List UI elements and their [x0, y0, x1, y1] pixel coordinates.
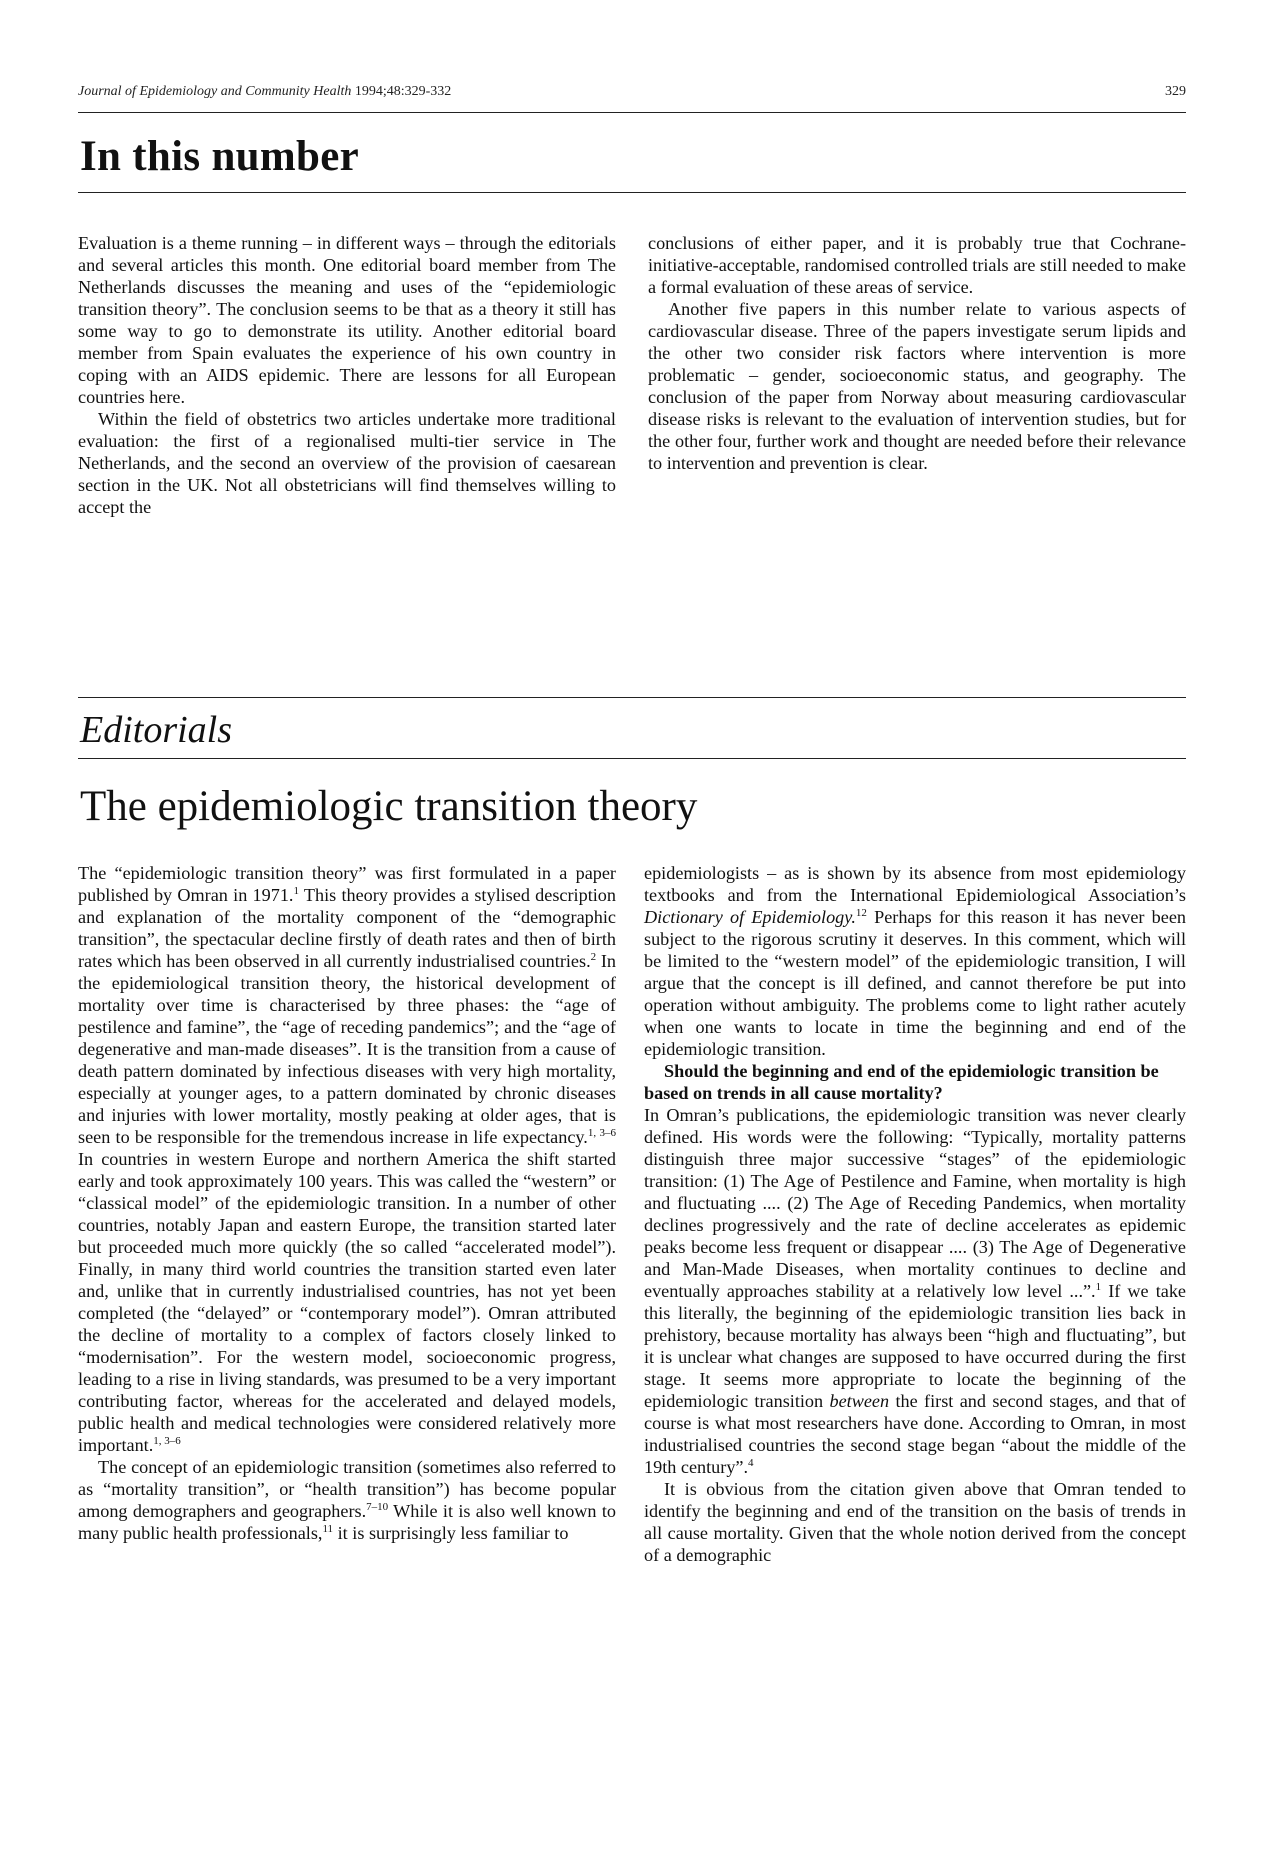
reference-superscript: 1, 3–6 [587, 1126, 617, 1139]
article-column-left [78, 862, 616, 1544]
divider [78, 112, 1186, 113]
editorials-heading: Editorials [80, 709, 233, 751]
text-run: In countries in western Europe and northern America the shift started early and took approximately 100 years. This was called the “western” or “classical model” of the epidemiologic transition. In a number of other countries, notably Japan and eastern Europe, the transition started later but proceeded much more quickly (the so called “accelerated model”). Finally, in many third world countries the transition started even later and, unlike that in currently industrialised countries, has not yet been completed (the “delayed” or “contemporary model”). Omran attributed the decline of mortality to a complex of factors closely linked to “modernisation”. For the western model, socioeconomic progress, leading to a rise in living standards, was presumed to be a very important contributing factor, whereas for the accelerated and delayed models, public health and medical technologies were considered relatively more important. [78, 1149, 616, 1455]
intro-column-left [78, 232, 616, 518]
page-number: 329 [1165, 84, 1186, 99]
article-paragraph [644, 1104, 1186, 1478]
journal-citation [78, 84, 451, 100]
divider [78, 697, 1186, 698]
intro-paragraph: Another five papers in this number relate to various aspects of cardiovascular disease. Three of the papers investigate serum lipids and the other two consider risk factors where intervention is more problematic – gender, socioeconomic status, and geography. The conclusion of the paper from Norway about measuring cardiovascular disease risks is relevant to the evaluation of intervention studies, but for the other four, further work and thought are needed before their relevance to intervention and prevention is clear. [648, 299, 1186, 473]
text-run: Perhaps for this reason it has never been subject to the rigorous scrutiny it deserves. In this comment, which will be limited to the “western model” of the epidemiologic transition, I will argue that the concept is ill defined, and cannot therefore be put into operation without ambiguity. The problems come to light rather acutely when one wants to locate in time the beginning and end of the epidemiologic transition. [644, 907, 1186, 1059]
text-run: If we take this literally, the beginning of the epidemiologic transition lies back in prehistory, because mortality has always been “high and fluctuating”, but it is unclear what changes are supposed to have occurred during the first stage. It seems more appropriate to locate the beginning of the epidemiologic transition [644, 1281, 1186, 1411]
intro-column-right [648, 232, 1186, 474]
reference-superscript: 1, 3–6 [153, 1434, 181, 1447]
article-paragraph [644, 862, 1186, 1060]
intro-paragraph: Evaluation is a theme running – in different ways – through the editorials and several articles this month. One editorial board member from The Netherlands discusses the meaning and uses of the “epidemiologic transition theory”. The conclusion seems to be that as a theory it still has some way to go to demonstrate its utility. Another editorial board member from Spain evaluates the experience of his own country in coping with an AIDS epidemic. There are lessons for all European countries here. [78, 233, 616, 407]
italic-word: between [829, 1391, 890, 1411]
text-run: In Omran’s publications, the epidemiologic transition was never clearly defined. His words were the following: “Typically, mortality patterns distinguish three major successive “stages” of the epidemiologic transition: (1) The Age of Pestilence and Famine, when mortality is high and fluctuating .... (2) The Age of Receding Pandemics, when mortality declines progressively and the rate of decline accelerates as epidemic peaks become less frequent or disappear .... (3) The Age of Degenerative and Man-Made Diseases, when mortality continues to decline and eventually approaches stability at a relatively low level ...”. [644, 1105, 1186, 1301]
journal-name: Journal of Epidemiology and Community Health [78, 84, 352, 99]
reference-superscript: 11 [322, 1522, 334, 1535]
section-title: In this number [80, 133, 359, 180]
reference-superscript: 2 [590, 950, 597, 963]
divider [78, 192, 1186, 193]
intro-paragraph: conclusions of either paper, and it is probably true that Cochrane-initiative-acceptable, randomised controlled trials are still needed to make a formal evaluation of these areas of service. [648, 233, 1186, 297]
italic-title: Dictionary of Epidemiology. [644, 907, 856, 927]
text-run: This theory provides a stylised description and explanation of the mortality component of the “demographic transition”, the spectacular decline firstly of death rates and then of birth rates which has been observed in all currently industrialised countries. [78, 885, 616, 971]
article-column-right [644, 862, 1186, 1566]
reference-superscript: 1 [293, 884, 299, 897]
text-run: epidemiologists – as is shown by its absence from most epidemiology textbooks and from the International Epidemiological Association’s [644, 863, 1186, 905]
intro-paragraph: Within the field of obstetrics two articles undertake more traditional evaluation: the first of a regionalised multi-tier service in The Netherlands, and the second an overview of the provision of caesarean section in the UK. Not all obstetricians will find themselves willing to accept the [78, 409, 616, 517]
text-run: The “epidemiologic transition theory” was first formulated in a paper published by Omran in 1971. [78, 863, 616, 905]
text-run: the first and second stages, and that of course is what most researchers have done. According to Omran, in most industrialised countries the second stage began “about the middle of the 19th century”. [644, 1391, 1186, 1477]
article-subheading: Should the beginning and end of the epidemiologic transition be based on trends in all cause mortality? [644, 1061, 1159, 1103]
reference-superscript: 7–10 [366, 1500, 389, 1513]
article-paragraph: It is obvious from the citation given above that Omran tended to identify the beginning and end of the transition on the basis of trends in all cause mortality. Given that the whole notion derived from the concept of a demographic [644, 1479, 1186, 1565]
reference-superscript: 12 [855, 906, 867, 919]
text-run: it is surprisingly less familiar to [333, 1523, 569, 1543]
divider [78, 758, 1186, 759]
reference-superscript: 4 [748, 1456, 754, 1469]
running-head [78, 84, 1186, 104]
text-run: In the epidemiological transition theory, the historical development of mortality over time is characterised by three phases: the “age of pestilence and famine”, the “age of receding pandemics”; and the “age of degenerative and man-made diseases”. It is the transition from a cause of death pattern dominated by infectious diseases with very high mortality, especially at younger ages, to a pattern dominated by chronic diseases and injuries with lower mortality, mostly peaking at older ages, that is seen to be responsible for the tremendous increase in life expectancy. [78, 951, 616, 1147]
journal-volume-pages: 1994;48:329-332 [351, 84, 452, 99]
article-paragraph [78, 862, 616, 1456]
reference-superscript: 1 [1095, 1280, 1102, 1293]
text-run: The concept of an epidemiologic transition (sometimes also referred to as “mortality transition”, or “health transition”) has become popular among demographers and geographers. [78, 1457, 616, 1521]
text-run: While it is also well known to many public health professionals, [78, 1501, 616, 1543]
article-title: The epidemiologic transition theory [80, 783, 698, 830]
article-paragraph [78, 1456, 616, 1544]
